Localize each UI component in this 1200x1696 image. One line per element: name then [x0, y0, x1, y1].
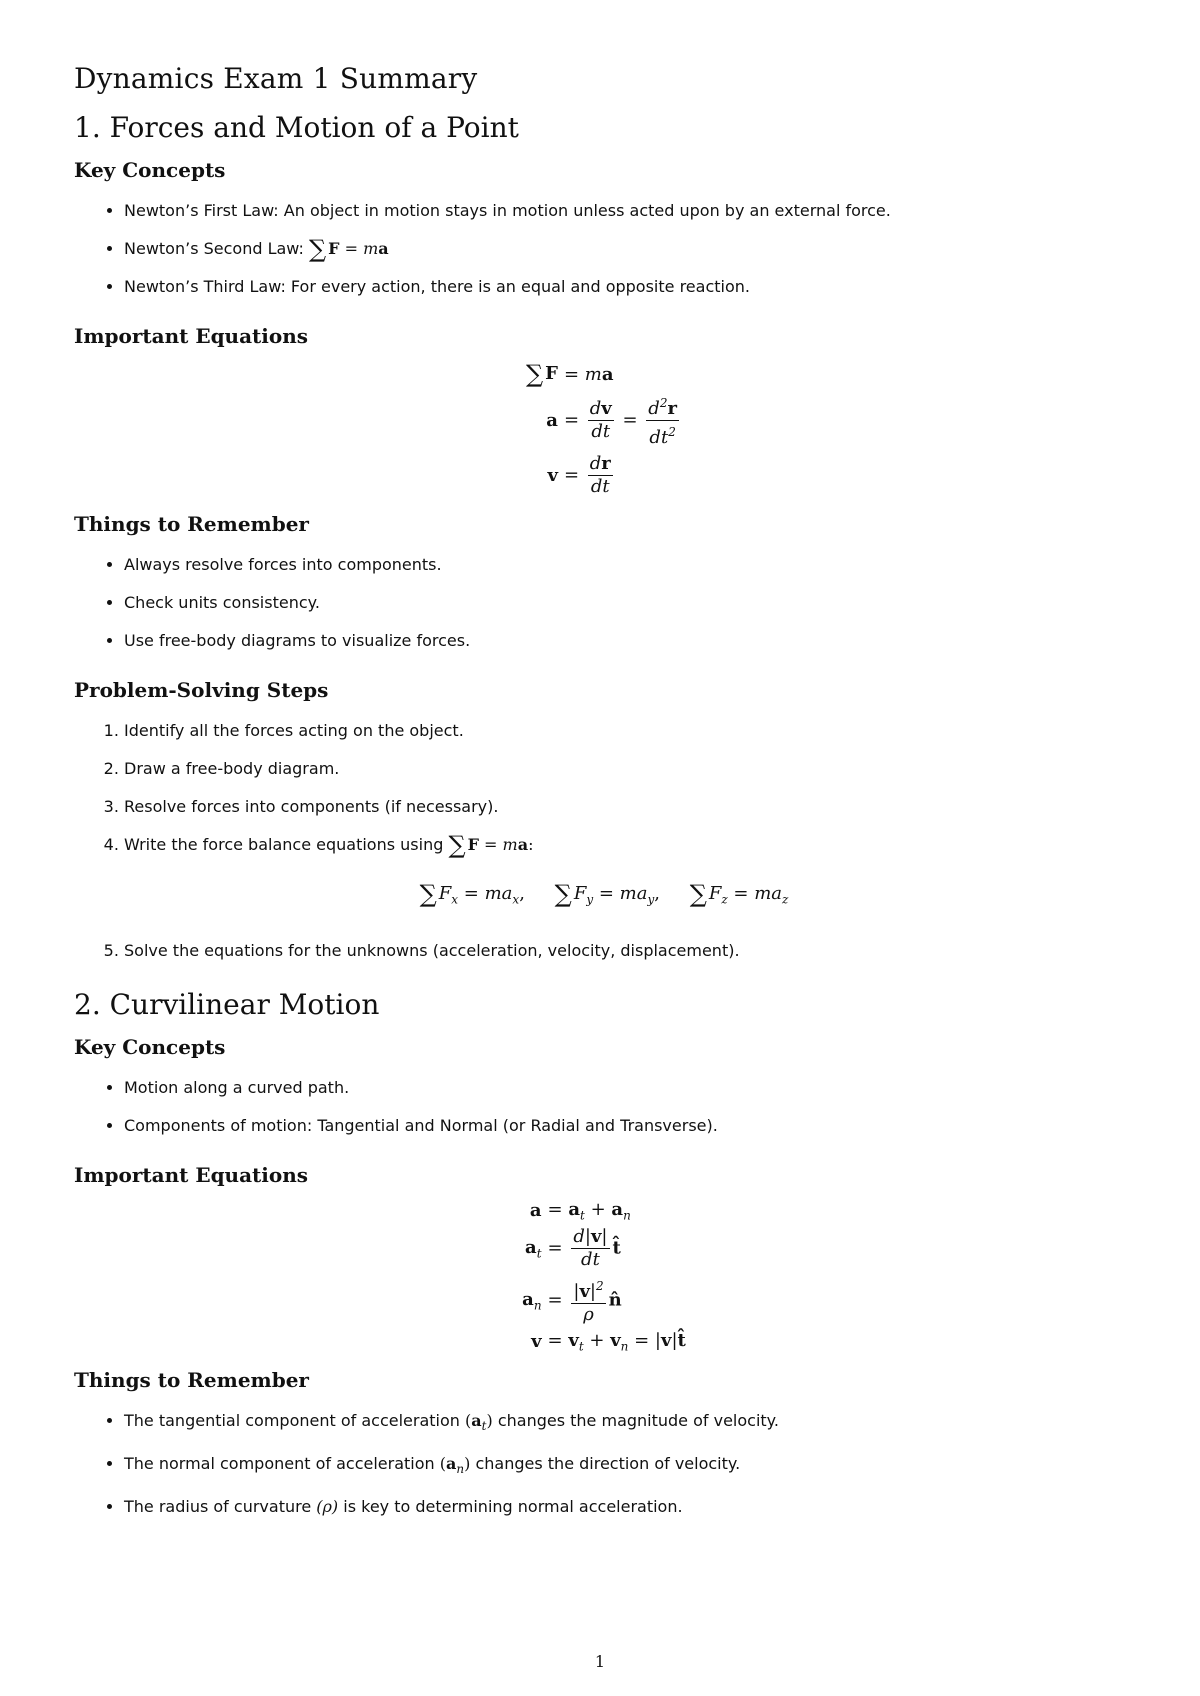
list-item-text: changes the direction of velocity. — [475, 1453, 741, 1473]
list-item-text: Newton’s Second Law: — [124, 239, 304, 258]
inline-equation: (ρ) — [316, 1497, 339, 1517]
list-item: • Use free-body diagrams to visualize forces. — [124, 622, 1134, 660]
inline-equation: $(a_t)$ — [465, 1410, 493, 1433]
list-item — [124, 1402, 1134, 1445]
section-curvilinear-motion — [74, 988, 1134, 1527]
key-concepts-list — [74, 1069, 1134, 1145]
remember-list — [74, 1402, 1134, 1526]
inline-equation: ∑ F = ma — [309, 235, 389, 263]
equations-heading: Important Equations — [74, 1162, 309, 1187]
list-item — [124, 230, 1134, 268]
remember-heading: Things to Remember — [74, 1367, 309, 1392]
section-heading: 1. Forces and Motion of a Point — [74, 111, 519, 144]
document-page — [74, 62, 1134, 1544]
section-heading: 2. Curvilinear Motion — [74, 987, 380, 1021]
list-item: • Newton’s First Law: An object in motion stays in motion unless acted upon by an external force. — [124, 192, 1134, 230]
inline-equation: ∑ F = ma: — [448, 831, 534, 859]
list-item — [124, 826, 1134, 922]
list-item: • Newton’s Third Law: For every action, there is an equal and opposite reaction. — [124, 268, 1134, 306]
list-item: • Motion along a curved path. — [124, 1069, 1134, 1107]
list-item: • Components of motion: Tangential and Normal (or Radial and Transverse). — [124, 1107, 1134, 1145]
remember-heading: Things to Remember — [74, 512, 309, 536]
page-number: 1 — [594, 1652, 606, 1671]
list-item: 1. Identify all the forces acting on the object. — [124, 712, 1134, 750]
list-item-text: changes the magnitude of velocity. — [497, 1410, 779, 1430]
document-title: Dynamics Exam 1 Summary — [74, 62, 478, 95]
component-equations: ∑ $F_x = ma_x$, ∑ $F_y = ma_y$, ∑ $F_z = ma_z$ — [419, 880, 789, 908]
equation-block: ∑ F = ma a = $\frac{dv}{dt}$ = $\frac{d^2r}{dt^2}$ v = $\frac{dr}{dt}$ — [526, 360, 677, 497]
equations-heading: Important Equations — [74, 324, 309, 348]
equation-block: a = $a_t + a_n$ $a_t$ = $\frac{d|v|}{dt}$ t̂ $a_n$ = $\frac{|v|^2}{\rho}$ n̂ v = $v_t + v_n$ = |v|t̂ — [522, 1198, 686, 1354]
list-item-text: is key to determining normal acceleration. — [343, 1497, 683, 1517]
key-concepts-list — [74, 192, 1134, 306]
list-item — [124, 1445, 1134, 1488]
remember-list — [74, 546, 1134, 660]
list-item-text: The radius of curvature — [124, 1497, 312, 1517]
list-item: 5. Solve the equations for the unknowns (acceleration, velocity, displacement). — [124, 932, 1134, 970]
steps-list — [74, 712, 1134, 970]
list-item: 2. Draw a free-body diagram. — [124, 750, 1134, 788]
list-item-text: The normal component of acceleration — [124, 1453, 435, 1473]
key-concepts-heading: Key Concepts — [74, 158, 226, 182]
list-item — [124, 1488, 1134, 1526]
steps-heading: Problem-Solving Steps — [74, 678, 329, 702]
list-item: • Check units consistency. — [124, 584, 1134, 622]
key-concepts-heading: Key Concepts — [74, 1034, 226, 1059]
list-item-text: Write the force balance equations using — [124, 835, 444, 854]
list-item: • Always resolve forces into components. — [124, 546, 1134, 584]
inline-equation: $(a_n)$ — [439, 1453, 471, 1477]
section-forces-motion — [74, 111, 1134, 970]
list-item: 3. Resolve forces into components (if necessary). — [124, 788, 1134, 826]
list-item-text: The tangential component of acceleration — [124, 1410, 460, 1430]
